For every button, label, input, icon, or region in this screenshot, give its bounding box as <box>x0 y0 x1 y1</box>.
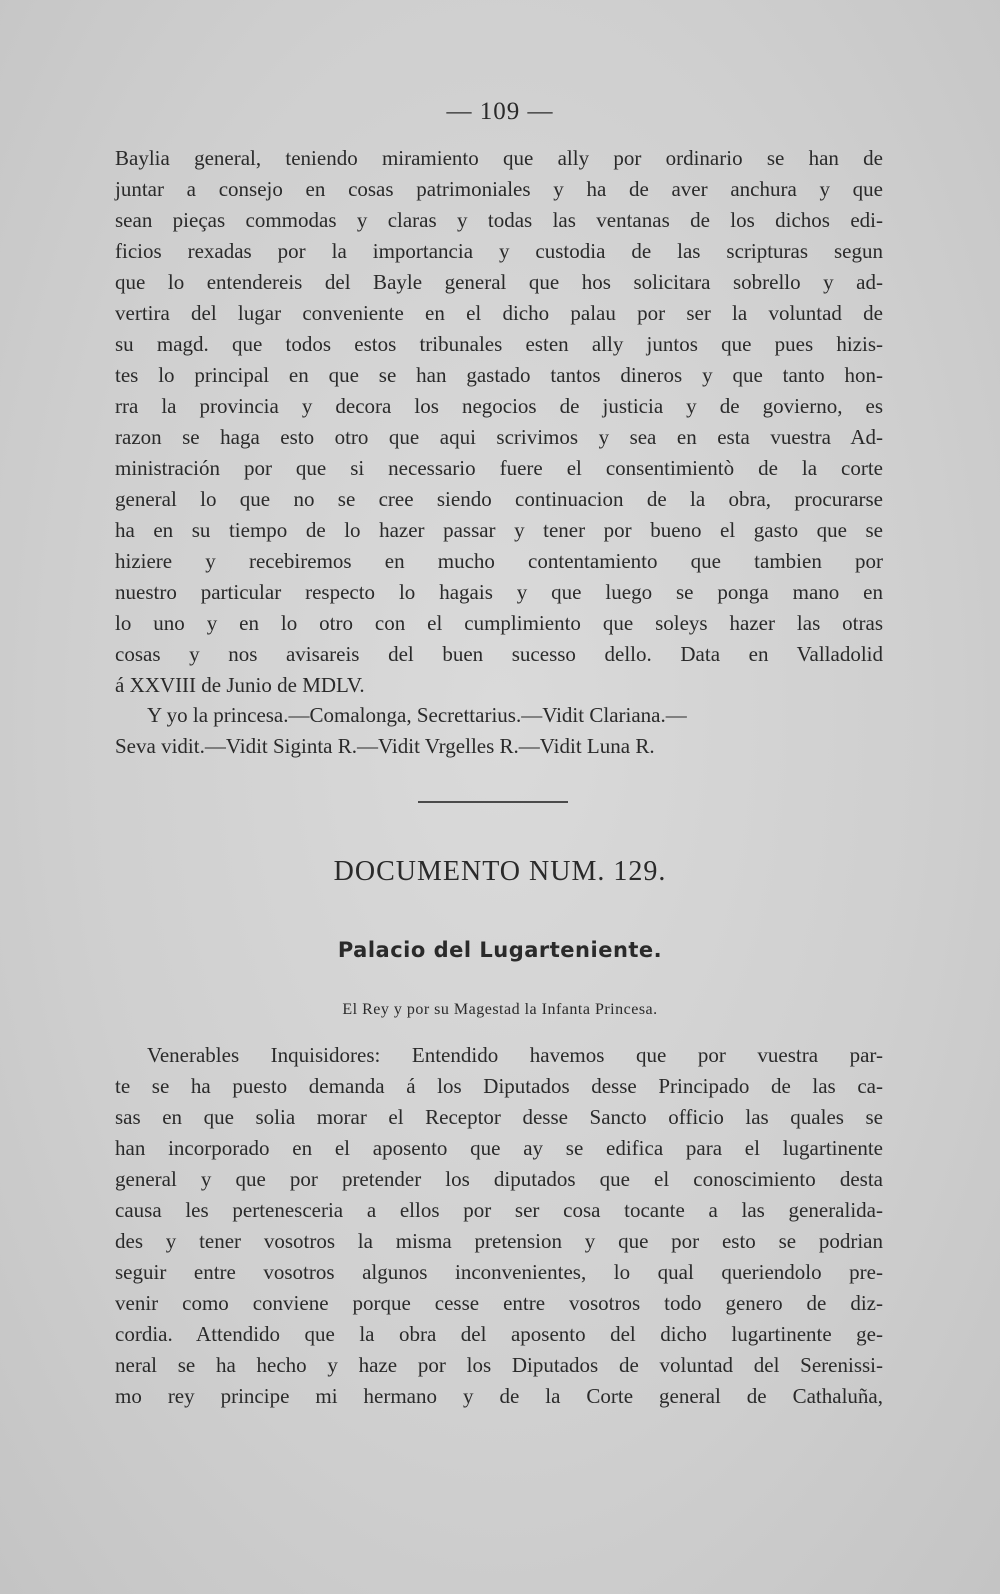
text-line: Venerables Inquisidores: Entendido havemos que por vuestra par- <box>147 1043 883 1067</box>
text-line: á XXVIII de Junio de MDLV. <box>115 673 365 697</box>
document-caption: El Rey y por su Magestad la Infanta Princesa. <box>342 1001 658 1018</box>
text-line: que lo entendereis del Bayle general que hos solicitara sobrello y ad- <box>115 270 883 294</box>
signature-line: Y yo la princesa.—Comalonga, Secrettarius.—Vidit Clariana.— <box>147 703 687 727</box>
document-subheading: Palacio del Lugarteniente. <box>337 938 663 962</box>
signature-line: Seva vidit.—Vidit Siginta R.—Vidit Vrgelles R.—Vidit Luna R. <box>115 734 655 758</box>
text-line: vertira del lugar conveniente en el dicho palau por ser la voluntad de <box>115 301 883 325</box>
text-line: razon se haga esto otro que aqui scrivimos y sea en esta vuestra Ad- <box>115 425 883 449</box>
text-line: han incorporado en el aposento que ay se edifica para el lugartinente <box>115 1136 883 1160</box>
text-line: neral se ha hecho y haze por los Diputados de voluntad del Serenissi- <box>115 1353 883 1377</box>
text-line: tes lo principal en que se han gastado tantos dineros y que tanto hon- <box>115 363 883 387</box>
text-line: lo uno y en lo otro con el cumplimiento que soleys hazer las otras <box>115 611 883 635</box>
text-line: sean pieças commodas y claras y todas las ventanas de los dichos edi- <box>115 208 883 232</box>
document-body <box>115 1040 883 1412</box>
text-line: juntar a consejo en cosas patrimoniales y ha de aver anchura y que <box>115 177 883 201</box>
text-line: cosas y nos avisareis del buen sucesso dello. Data en Valladolid <box>115 642 883 666</box>
text-line: hiziere y recebiremos en mucho contentamiento que tambien por <box>115 549 883 573</box>
text-line: te se ha puesto demanda á los Diputados desse Principado de las ca- <box>115 1074 883 1098</box>
text-line: ministración por que si necessario fuere el consentimientò de la corte <box>115 456 883 480</box>
text-line: venir como conviene porque cesse entre vosotros todo genero de diz- <box>115 1291 883 1315</box>
letter-text <box>115 143 883 701</box>
section-divider <box>418 801 568 803</box>
text-line: su magd. que todos estos tribunales esten ally juntos que pues hizis- <box>115 332 883 356</box>
text-line: rra la provincia y decora los negocios de justicia y de govierno, es <box>115 394 883 418</box>
text-line: Baylia general, teniendo miramiento que ally por ordinario se han de <box>115 146 883 170</box>
document-heading: DOCUMENTO NUM. 129. <box>333 856 667 887</box>
text-line: mo rey principe mi hermano y de la Corte general de Cathaluña, <box>115 1384 883 1408</box>
text-line: ficios rexadas por la importancia y custodia de las scripturas segun <box>115 239 883 263</box>
text-line: cordia. Attendido que la obra del aposento del dicho lugartinente ge- <box>115 1322 883 1346</box>
signature-block <box>115 700 883 762</box>
text-line: general lo que no se cree siendo continuacion de la obra, procurarse <box>115 487 883 511</box>
text-line: nuestro particular respecto lo hagais y que luego se ponga mano en <box>115 580 883 604</box>
text-line: sas en que solia morar el Receptor desse Sancto officio las quales se <box>115 1105 883 1129</box>
text-line: des y tener vosotros la misma pretension y que por esto se podrian <box>115 1229 883 1253</box>
text-line: ha en su tiempo de lo hazer passar y tener por bueno el gasto que se <box>115 518 883 542</box>
page-number: — 109 — <box>446 98 554 125</box>
text-line: general y que por pretender los diputados que el conoscimiento desta <box>115 1167 883 1191</box>
text-line: seguir entre vosotros algunos inconvenientes, lo qual queriendolo pre- <box>115 1260 883 1284</box>
text-line: causa les pertenesceria a ellos por ser cosa tocante a las generalida- <box>115 1198 883 1222</box>
